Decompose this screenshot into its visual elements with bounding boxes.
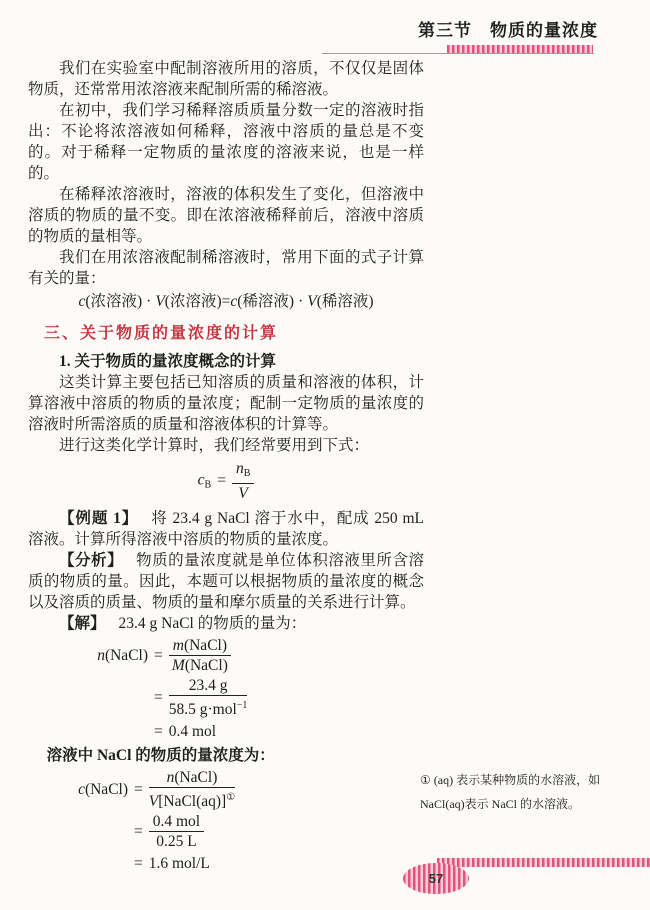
formula-arg: (稀溶液) xyxy=(316,293,374,310)
variable-V: V xyxy=(148,793,159,810)
intro-paragraph-3: 在稀释浓溶液时，溶液的体积发生了变化，但溶液中溶质的物质的量不变。即在浓溶液稀释前后，溶液中溶质的物质的量相等。 xyxy=(28,186,424,245)
section-title: 第三节 物质的量浓度 xyxy=(418,21,598,40)
fraction-denominator: 0.25 L xyxy=(156,833,197,850)
header-rule xyxy=(322,53,594,54)
variable-M: M xyxy=(171,657,185,674)
fraction-denominator xyxy=(169,656,231,674)
variable-c: c xyxy=(197,471,205,489)
main-content xyxy=(28,58,424,877)
fraction xyxy=(169,637,231,674)
variable-m: m xyxy=(172,637,184,654)
variable-V: V xyxy=(155,293,165,310)
fraction xyxy=(149,813,204,850)
variable-n: n xyxy=(235,460,244,477)
example-label: 【例题 1】 xyxy=(59,510,139,527)
formula-arg: (NaCl) xyxy=(184,657,228,674)
page-number-badge xyxy=(403,863,469,894)
multiplication-dot: · xyxy=(298,293,304,310)
formula-arg: (浓溶液) xyxy=(85,293,143,310)
example-text: 将 23.4 g NaCl 溶于水中，配成 250 mL 溶液。计算所得溶液中溶质的物质的量浓度。 xyxy=(28,510,424,548)
footnote-line-2: NaCl(aq)表示 NaCl 的水溶液。 xyxy=(420,797,580,811)
fraction-numerator xyxy=(232,460,254,484)
formula-arg: [NaCl(aq)] xyxy=(158,793,227,810)
subscript-B: B xyxy=(243,468,251,479)
equals-sign: = xyxy=(134,855,143,872)
equals-sign: = xyxy=(134,823,143,840)
dilution-formula xyxy=(28,291,424,312)
fraction-numerator: 0.4 mol xyxy=(149,813,204,832)
footnote-line-1: ① (aq) 表示某种物质的水溶液，如 xyxy=(420,773,601,787)
denominator-value: 58.5 g·mol xyxy=(168,701,237,718)
variable-c: c xyxy=(78,781,85,798)
equals-sign: = xyxy=(217,471,226,489)
equals-sign: = xyxy=(154,689,163,706)
variable-c: c xyxy=(78,293,86,310)
page-number: 57 xyxy=(428,871,444,886)
variable-V: V xyxy=(238,485,248,502)
fraction-numerator xyxy=(149,769,235,788)
analysis-text: 物质的量浓度就是单位体积溶液里所含溶质的物质的量。因此，本题可以根据物质的量浓度的概念以及溶质的质量、物质的量和摩尔质量的关系进行计算。 xyxy=(28,552,424,611)
equation-row xyxy=(60,721,424,742)
footnote-marker: ① xyxy=(226,792,236,803)
variable-n: n xyxy=(166,769,175,786)
equals-sign: = xyxy=(134,781,143,798)
formula-arg: (稀溶液) xyxy=(237,293,295,310)
formula-arg: (NaCl) xyxy=(183,637,227,654)
equation-lhs xyxy=(60,645,148,666)
section-heading: 三、关于物质的量浓度的计算 xyxy=(44,325,279,342)
fraction-numerator xyxy=(169,637,231,656)
fraction xyxy=(232,460,254,502)
equation-result: 0.4 mol xyxy=(168,723,217,740)
solution-text: 23.4 g NaCl 的物质的量为： xyxy=(118,615,307,632)
equation-row xyxy=(60,677,424,718)
equation-result: 1.6 mol/L xyxy=(148,855,210,872)
exponent: −1 xyxy=(236,700,248,711)
cb-formula xyxy=(28,460,424,502)
subscript-B: B xyxy=(204,479,212,491)
variable-n: n xyxy=(97,647,105,664)
equals-sign: = xyxy=(154,647,163,664)
intro-paragraph-2: 在初中，我们学习稀释溶质质量分数一定的溶液时指出：不论将浓溶液如何稀释，溶液中溶质的量总是不变的。对于稀释一定物质的量浓度的溶液来说，也是一样的。 xyxy=(28,102,424,182)
fraction xyxy=(149,769,235,810)
intro-paragraph-4: 我们在用浓溶液配制稀溶液时，常用下面的式子计算有关的量： xyxy=(28,249,424,287)
variable-c: c xyxy=(230,293,238,310)
equation-row xyxy=(40,813,424,850)
footer-stripe-bar xyxy=(437,858,650,867)
intro-paragraph-1: 我们在实验室中配制溶液所用的溶质，不仅仅是固体物质，还常常用浓溶液来配制所需的稀溶液。 xyxy=(28,60,424,98)
equals-sign: = xyxy=(221,293,231,310)
equation-lhs xyxy=(40,779,128,800)
solution-paragraph xyxy=(28,613,424,634)
multiplication-dot: · xyxy=(146,293,152,310)
formula-arg: (NaCl) xyxy=(104,647,148,664)
variable-V: V xyxy=(307,293,317,310)
equation-row xyxy=(40,853,424,874)
solution-label: 【解】 xyxy=(59,615,106,632)
fraction xyxy=(169,677,248,718)
equals-sign: = xyxy=(154,723,163,740)
equation-row xyxy=(40,769,424,810)
formula-arg: (NaCl) xyxy=(84,781,128,798)
fraction-denominator xyxy=(232,484,254,502)
fraction-denominator xyxy=(149,788,235,810)
header-stripe-bar xyxy=(447,45,593,53)
n-calculation-block xyxy=(60,637,424,742)
example-paragraph xyxy=(28,508,424,550)
section-paragraph-2: 进行这类化学计算时，我们经常要用到下式： xyxy=(59,437,370,454)
fraction-numerator: 23.4 g xyxy=(169,677,248,696)
subsection-heading: 1. 关于物质的量浓度概念的计算 xyxy=(59,353,277,370)
margin-footnote xyxy=(420,768,605,816)
concentration-lead-line: 溶液中 NaCl 的物质的量浓度为： xyxy=(46,747,275,764)
section-paragraph-1: 这类计算主要包括已知溶质的质量和溶液的体积，计算溶液中溶质的物质的量浓度；配制一定物质的量浓度的溶液时所需溶质的质量和溶液体积的计算等。 xyxy=(28,374,424,433)
formula-arg: (浓溶液) xyxy=(164,293,222,310)
c-calculation-block xyxy=(40,769,424,874)
analysis-label: 【分析】 xyxy=(59,552,124,569)
formula-arg: (NaCl) xyxy=(174,769,218,786)
fraction-denominator xyxy=(169,696,248,718)
equation-row xyxy=(60,637,424,674)
analysis-paragraph xyxy=(28,550,424,613)
